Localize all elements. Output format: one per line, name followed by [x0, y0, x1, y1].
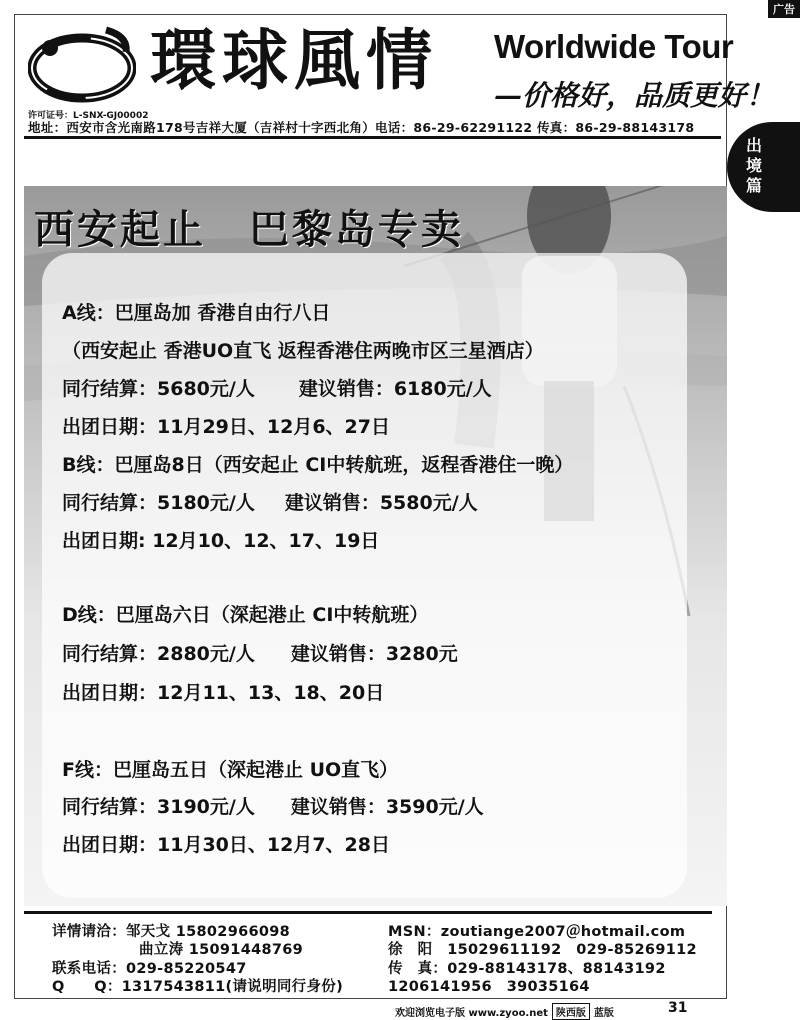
footer-divider [24, 911, 712, 914]
license-number: 许可证号：L-SNX-GJ00002 [28, 111, 149, 121]
route-a-retail-price: 建议销售：6180元/人 [298, 378, 492, 400]
route-f-peer-price: 同行结算：3190元/人 [62, 796, 255, 818]
route-a-subtitle: （西安起止 香港UO直飞 返程香港住两晚市区三星酒店） [62, 340, 544, 362]
contact-qq-2: 1206141956 39035164 [388, 979, 590, 995]
contact-xu: 徐 阳 15029611192 029-85269112 [388, 942, 697, 958]
slogan: —价格好，品质更好！ [494, 79, 775, 112]
bottom-bar [395, 1003, 614, 1020]
qq-label: Q Q： [52, 979, 122, 995]
contact-fax: 传 真：029-88143178、88143192 [388, 961, 666, 977]
section-side-tab [727, 122, 800, 212]
route-f-prices [62, 792, 484, 819]
page-number: 31 [668, 1000, 688, 1016]
globe-logo-icon [28, 26, 136, 104]
side-tab-label: 出境篇 [745, 136, 762, 195]
route-d-peer-price: 同行结算：2880元/人 [62, 643, 255, 665]
route-b-dates: 出团日期: 12月10、12、17、19日 [62, 530, 380, 552]
route-f-retail-price: 建议销售：3590元/人 [290, 796, 484, 818]
brand-title-en: Worldwide Tour [494, 28, 734, 65]
route-d-title: D线：巴厘岛六日（深起港止 CI中转航班） [62, 604, 429, 626]
contact-qq [52, 975, 343, 996]
qq-number: 1317543811(请说明同行身份) [121, 979, 344, 995]
route-b-peer-price: 同行结算：5180元/人 [62, 492, 255, 514]
route-a-prices [62, 374, 492, 401]
route-d-prices [62, 639, 458, 666]
route-a-title: A线：巴厘岛加 香港自由行八日 [62, 302, 331, 324]
route-b-title: B线：巴厘岛8日（西安起止 CI中转航班，返程香港住一晚） [62, 454, 574, 476]
edition-badge: 陕西版 [552, 1003, 590, 1020]
contact-phone: 联系电话：029-85220547 [52, 961, 247, 977]
route-d-retail-price: 建议销售：3280元 [290, 643, 458, 665]
route-a-peer-price: 同行结算：5680元/人 [62, 378, 255, 400]
route-f-title: F线：巴厘岛五日（深起港止 UO直飞） [62, 759, 399, 781]
blue-edition-label: 蓝版 [593, 1008, 614, 1019]
route-b-retail-price: 建议销售：5580元/人 [284, 492, 478, 514]
contact-msn: MSN：zoutiange2007＠hotmail.com [388, 924, 686, 940]
banner-title: 西安起止 巴黎岛专卖 [34, 206, 464, 253]
route-f-dates: 出团日期：11月30日、12月7、28日 [62, 834, 390, 856]
address-line: 地址：西安市含光南路178号吉祥大厦（吉祥村十字西北角）电话：86-29-62291122 传真：86-29-88143178 [28, 120, 695, 135]
header-divider [24, 136, 721, 139]
route-b-prices [62, 488, 478, 515]
contact-person-1: 邹天戈 15802966098 [126, 924, 291, 940]
route-a-dates: 出团日期：11月29日、12月6、27日 [62, 416, 390, 438]
ad-tag: 广告 [768, 0, 800, 18]
welcome-text: 欢迎浏览电子版 www.zyoo.net [395, 1008, 548, 1019]
contact-person-2: 曲立涛 15091448769 [139, 942, 304, 958]
brand-title-cn: 環球風情 [150, 21, 438, 99]
route-d-dates: 出团日期：12月11、13、18、20日 [62, 682, 385, 704]
contact-label: 详情请洽： [52, 924, 126, 940]
